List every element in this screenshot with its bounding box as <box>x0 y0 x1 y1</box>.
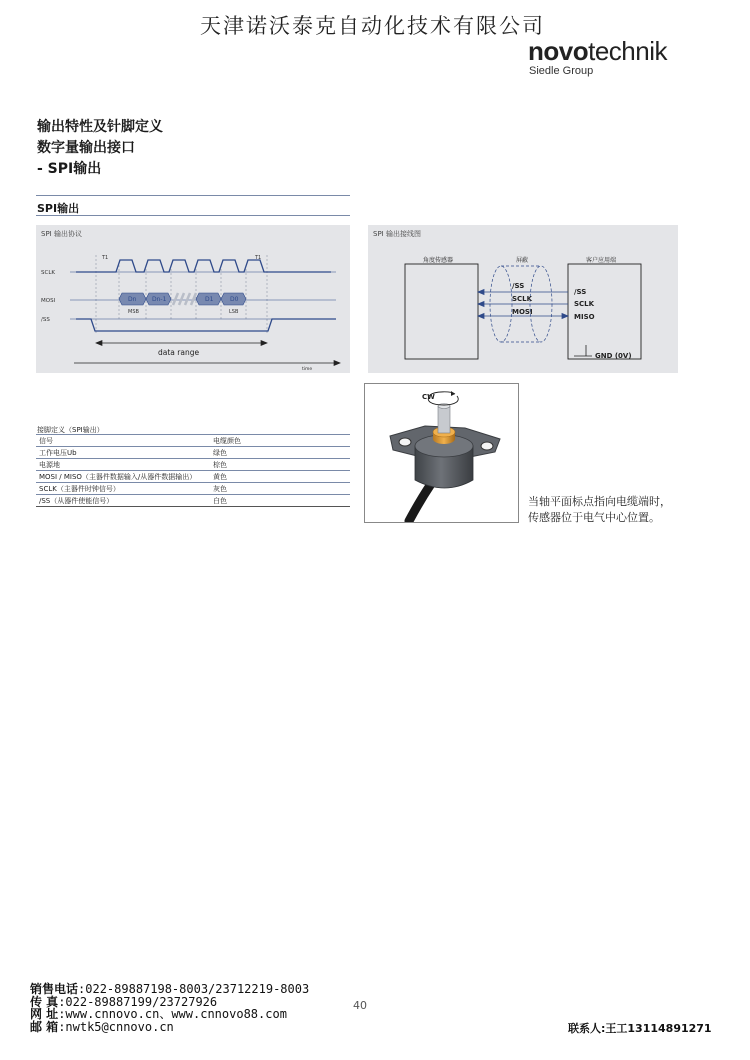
cell-signal: 电源地 <box>36 459 210 471</box>
brand-logo-light: technik <box>588 36 667 66</box>
footer-sales-value: :022-89887198-8003/23712219-8003 <box>78 982 310 996</box>
sensor-shaft <box>438 406 450 433</box>
header-cable-color: 电缆颜色 <box>210 435 350 447</box>
time-axis <box>74 361 340 366</box>
table-row <box>36 483 350 495</box>
cell-signal: /SS（从器件使能信号） <box>36 495 210 507</box>
client-box <box>568 264 641 359</box>
bit-label-d1: D1 <box>205 296 214 303</box>
footer-web-value[interactable]: :www.cnnovo.cn、www.cnnovo88.com <box>58 1007 287 1021</box>
gnd-label: GND (0V) <box>595 352 632 360</box>
photo-caption <box>528 494 671 526</box>
flange-hole-right <box>481 442 493 450</box>
cw-label: CW <box>422 393 435 401</box>
mosi-label: MOSI <box>41 298 56 304</box>
t1-right-label: T1 <box>255 255 262 261</box>
sensor-cable <box>409 484 431 521</box>
bit-label-d0: D0 <box>230 296 239 303</box>
gnd-wire <box>574 345 592 356</box>
section-label: SPI输出 <box>37 202 80 215</box>
page-headings <box>37 117 163 180</box>
flange-hole-left <box>399 438 411 446</box>
footer-mail-value[interactable]: :nwtk5@cnnovo.cn <box>58 1019 174 1034</box>
heading-spi-output: - SPI输出 <box>37 161 102 177</box>
bit-label-dn: Dn <box>128 296 137 303</box>
footer-contact-block <box>30 983 309 1033</box>
wire-label-mosi: MOSI <box>512 308 533 316</box>
footer-sales-label: 销售电话 <box>30 982 79 996</box>
ss-label: /SS <box>41 317 50 323</box>
footer-mail <box>30 1021 309 1034</box>
data-range-label: data range <box>158 348 200 357</box>
client-label-miso: MISO <box>574 313 595 321</box>
caption-line-1: 当轴平面标点指向电缆端时， <box>528 495 671 508</box>
sensor-illustration <box>365 384 518 522</box>
cell-color: 绿色 <box>210 447 350 459</box>
company-name: 天津诺沃泰克自动化技术有限公司 <box>200 14 545 38</box>
sensor-box <box>405 264 478 359</box>
brand-subtitle: Siedle Group <box>529 65 594 77</box>
brand-logo-bold: novo <box>528 36 589 66</box>
table-row <box>36 459 350 471</box>
sclk-label: SCLK <box>41 270 56 276</box>
table-header-row <box>36 435 350 447</box>
spi-wiring-diagram <box>368 225 678 373</box>
shield-label: 屏蔽 <box>516 257 529 264</box>
header-signal: 信号 <box>36 435 210 447</box>
heading-digital-interface: 数字量输出接口 <box>37 140 135 156</box>
cell-color: 灰色 <box>210 483 350 495</box>
sclk-waveform <box>76 260 331 272</box>
spi-protocol-diagram <box>36 225 350 373</box>
pin-table-title: 接脚定义（SPI输出） <box>37 426 104 434</box>
table-row <box>36 471 350 483</box>
protocol-diagram-title: SPI 输出协议 <box>41 230 82 238</box>
client-label-ss: /SS <box>574 288 587 296</box>
brand-logo <box>528 36 667 67</box>
cell-signal: 工作电压Ub <box>36 447 210 459</box>
t1-left-label: T1 <box>102 255 109 261</box>
page-number: 40 <box>353 999 367 1012</box>
lsb-label: LSB <box>229 309 239 315</box>
mosi-break-marks <box>173 293 196 305</box>
footer-contact-person: 联系人:王工13114891271 <box>568 1022 712 1035</box>
ss-waveform <box>76 319 336 331</box>
client-label-sclk: SCLK <box>574 300 595 308</box>
cell-color: 白色 <box>210 495 350 507</box>
wiring-diagram-title: SPI 输出接线图 <box>373 230 421 238</box>
section-rule-top <box>36 195 350 196</box>
spi-protocol-svg <box>36 225 350 373</box>
caption-line-2: 传感器位于电气中心位置。 <box>528 511 660 524</box>
pin-definition-table <box>36 434 350 507</box>
cell-signal: SCLK（主器件时钟信号） <box>36 483 210 495</box>
cell-color: 棕色 <box>210 459 350 471</box>
table-row <box>36 447 350 459</box>
footer-web-label: 网 址 <box>30 1007 59 1021</box>
heading-output-characteristics: 输出特性及针脚定义 <box>37 119 163 135</box>
sensor-label: 角度传感器 <box>423 257 454 264</box>
section-rule-bottom <box>36 215 350 216</box>
sensor-photo <box>364 383 519 523</box>
table-row <box>36 495 350 507</box>
spi-wiring-svg <box>368 225 678 373</box>
bit-label-dn1: Dn-1 <box>152 296 167 303</box>
footer-fax-label: 传 真 <box>30 994 59 1009</box>
cell-signal: MOSI / MISO（主器件数据输入/从器件数据输出） <box>36 471 210 483</box>
cell-color: 黄色 <box>210 471 350 483</box>
footer-mail-label: 邮 箱 <box>30 1019 59 1034</box>
footer-fax-value: :022-89887199/23727926 <box>58 994 218 1009</box>
time-label: time <box>302 367 313 372</box>
msb-label: MSB <box>128 309 139 315</box>
data-range-arrow <box>96 341 267 346</box>
wire-label-sclk: SCLK <box>512 295 533 303</box>
client-label: 客户应用端 <box>586 257 617 264</box>
wire-label-ss: /SS <box>512 282 525 290</box>
